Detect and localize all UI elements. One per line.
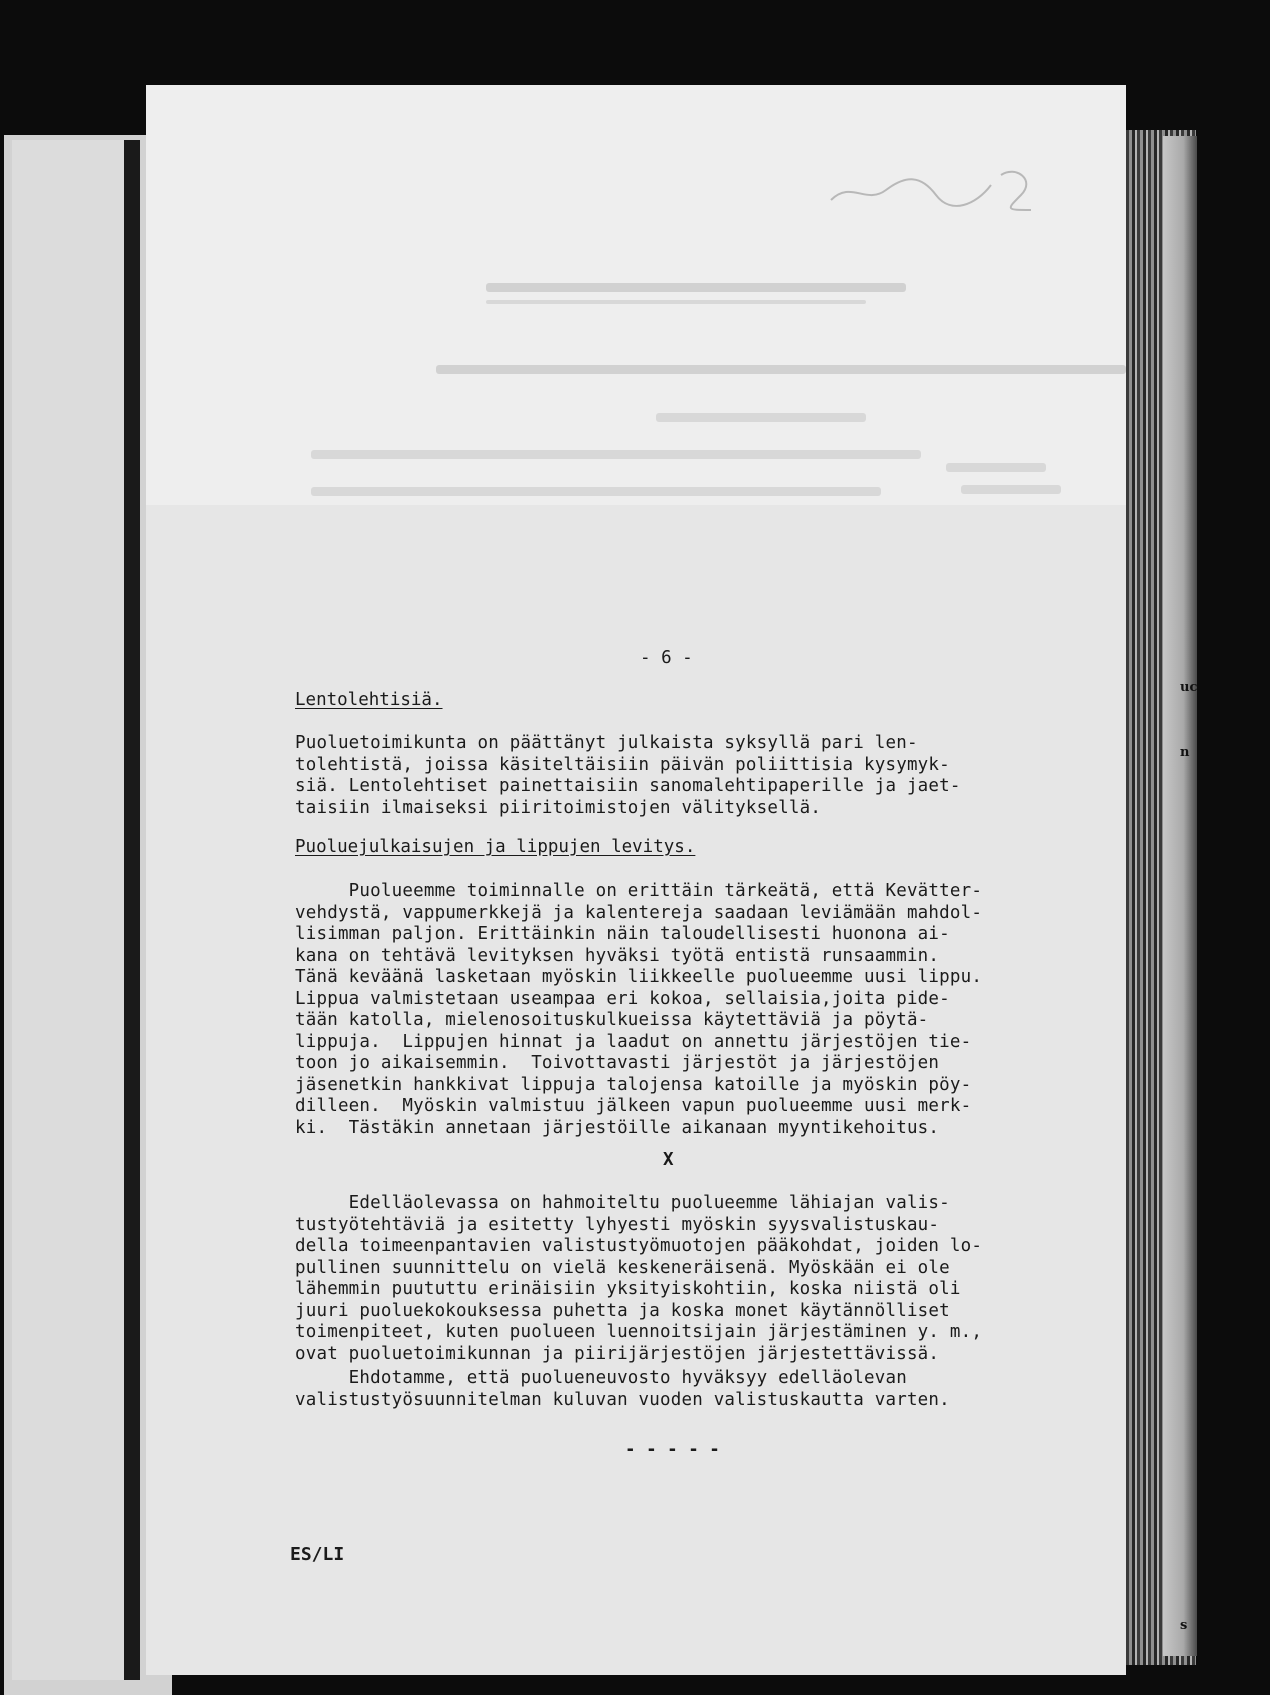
paragraph-proposal: Ehdotamme, että puolueneuvosto hyväksyy edelläolevan valistustyösuunnitelman kuluvan vuoden valistuskautta varten. <box>295 1368 950 1410</box>
pencil-annotation <box>826 165 1046 215</box>
background-sheet-inner <box>12 140 132 1680</box>
stacked-page-edge <box>1163 136 1197 1656</box>
binding-strip <box>124 140 140 1680</box>
bleed-through-line <box>436 365 1126 374</box>
paragraph-leaflets: Puoluetoimikunta on päättänyt julkaista syksyllä pari len- tolehtistä, joissa käsiteltäisiin päivän poliittisia kysymyk- siä. Lentolehtiset painettaisiin sanomalehtipaperille ja jaet- taisiin ilmaiseksi piiritoimistojen välityksellä. <box>295 733 961 818</box>
edge-fragment-mark: s <box>1180 1618 1188 1633</box>
bleed-through-area <box>146 85 1126 505</box>
bleed-through-line <box>961 485 1061 494</box>
bleed-through-line <box>656 413 866 422</box>
bleed-through-line <box>486 283 906 292</box>
bleed-through-line <box>946 463 1046 472</box>
edge-fragment-mark: uc <box>1180 680 1198 695</box>
section-divider: X <box>663 1150 674 1170</box>
page-number: - 6 - <box>640 648 693 668</box>
typist-initials: ES/LI <box>290 1544 345 1565</box>
edge-fragment-mark: n <box>1180 745 1190 760</box>
bleed-through-line <box>311 450 921 459</box>
bleed-through-line <box>311 487 881 496</box>
paragraph-distribution: Puolueemme toiminnalle on erittäin tärkeätä, että Kevätter- vehdystä, vappumerkkejä ja kalentereja saadaan leviämään mahdol- lisimman paljon. Erittäinkin näin taloudellisesti huonona ai- kana on tehtävä levityksen hyväksi työtä entistä runsaammin. Tänä keväänä lasketaan myöskin liikkeelle puolueemme uusi lippu. Lippua valmistetaan useampaa eri kokoa, sellaisia,joita pide- tään katolla, mielenosoituskulkueissa käytettäviä ja pöytä- lippuja. Lippujen hinnat ja laadut on annettu järjestöjen tie- toon jo aikaisemmin. Toivottavasti järjestöt ja järjestöjen jäsenetkin hankkivat lippuja talojensa katoille ja myöskin pöy- dilleen. Myöskin valmistuu jälkeen vapun puolueemme uusi merk- ki. Tästäkin annetaan järjestöille aikanaan myyntikehoitus. <box>295 881 983 1138</box>
bleed-through-line <box>486 300 866 304</box>
paragraph-summary: Edelläolevassa on hahmoiteltu puolueemme lähiajan valis- tustyötehtäviä ja esitetty lyhyesti myöskin syysvalistuskau- della toimeenpantavien valistustyömuotojen pääkohdat, joiden lo- pullinen suunnittelu on vielä keskeneräisenä. Myöskään ei ole lähemmin puututtu erinäisiin yksityiskohtiin, koska niistä oli juuri puoluekokouksessa puhetta ja koska monet käytännölliset toimenpiteet, kuten puolueen luennoitsijain järjestäminen y. m., ovat puoluetoimikunnan ja piirijärjestöjen järjestettävissä. <box>295 1193 983 1364</box>
end-marks: - - - - - <box>625 1440 720 1460</box>
section-heading-leaflets: Lentolehtisiä. <box>295 690 443 710</box>
document-page <box>146 85 1126 1675</box>
section-heading-distribution: Puoluejulkaisujen ja lippujen levitys. <box>295 837 696 857</box>
